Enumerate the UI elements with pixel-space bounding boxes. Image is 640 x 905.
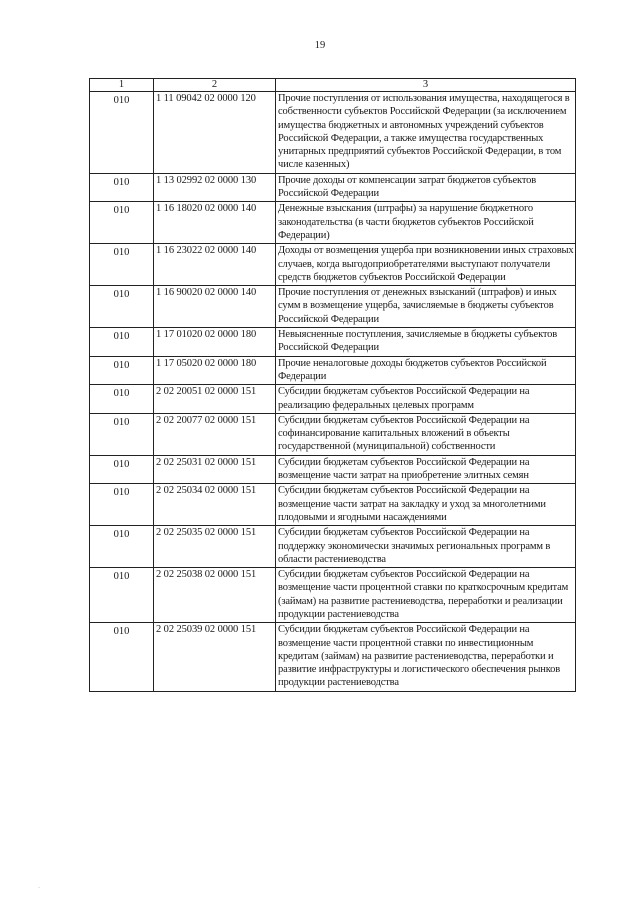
admin-code-cell: 010	[90, 202, 154, 244]
admin-code-cell: 010	[90, 286, 154, 328]
table-body	[90, 92, 576, 692]
admin-code-cell: 010	[90, 92, 154, 174]
admin-code-cell: 010	[90, 173, 154, 202]
revenue-code-cell: 1 16 18020 02 0000 140	[154, 202, 276, 244]
revenue-name-cell: Невыясненные поступления, зачисляемые в бюджеты субъектов Российской Федерации	[276, 328, 576, 357]
budget-revenue-table	[89, 78, 576, 692]
revenue-name-cell: Доходы от возмещения ущерба при возникновении иных страховых случаев, когда выгодоприобретателями выступают получатели средств бюджетов субъектов Российской Федерации	[276, 244, 576, 286]
revenue-code-cell: 1 16 23022 02 0000 140	[154, 244, 276, 286]
table-row	[90, 328, 576, 357]
table-row	[90, 173, 576, 202]
admin-code-cell: 010	[90, 413, 154, 455]
revenue-code-cell: 2 02 20051 02 0000 151	[154, 385, 276, 414]
table-row	[90, 356, 576, 385]
revenue-name-cell: Субсидии бюджетам субъектов Российской Федерации на софинансирование капитальных вложений в объекты государственной (муниципальной) собственности	[276, 413, 576, 455]
admin-code-cell: 010	[90, 484, 154, 526]
revenue-code-cell: 2 02 25031 02 0000 151	[154, 455, 276, 484]
table-row	[90, 455, 576, 484]
revenue-name-cell: Прочие поступления от использования имущества, находящегося в собственности субъектов Российской Федерации (за исключением имущества бюджетных и автономных учреждений субъектов Российской Федерации, а также имущества государственных унитарных предприятий субъектов Российской Федерации, в том числе казенных)	[276, 92, 576, 174]
revenue-name-cell: Прочие неналоговые доходы бюджетов субъектов Российской Федерации	[276, 356, 576, 385]
table-row	[90, 623, 576, 691]
admin-code-cell: 010	[90, 244, 154, 286]
revenue-name-cell: Субсидии бюджетам субъектов Российской Федерации на поддержку экономически значимых региональных программ в области растениеводства	[276, 526, 576, 568]
revenue-code-cell: 1 17 01020 02 0000 180	[154, 328, 276, 357]
revenue-code-cell: 2 02 25038 02 0000 151	[154, 568, 276, 623]
revenue-code-cell: 1 16 90020 02 0000 140	[154, 286, 276, 328]
revenue-code-cell: 2 02 25035 02 0000 151	[154, 526, 276, 568]
revenue-name-cell: Прочие доходы от компенсации затрат бюджетов субъектов Российской Федерации	[276, 173, 576, 202]
admin-code-cell: 010	[90, 526, 154, 568]
revenue-code-cell: 2 02 20077 02 0000 151	[154, 413, 276, 455]
scan-corner-mark: ·	[38, 884, 41, 892]
revenue-name-cell: Субсидии бюджетам субъектов Российской Федерации на возмещение части процентной ставки по краткосрочным кредитам (займам) на развитие растениеводства, переработки и реализации продукции растениеводства	[276, 568, 576, 623]
table-row	[90, 92, 576, 174]
header-col-2: 2	[154, 79, 276, 92]
table-header	[90, 79, 576, 92]
page-number: 19	[314, 40, 326, 51]
admin-code-cell: 010	[90, 455, 154, 484]
header-row	[90, 79, 576, 92]
revenue-name-cell: Субсидии бюджетам субъектов Российской Федерации на реализацию федеральных целевых программ	[276, 385, 576, 414]
revenue-code-cell: 1 11 09042 02 0000 120	[154, 92, 276, 174]
table-row	[90, 202, 576, 244]
admin-code-cell: 010	[90, 356, 154, 385]
admin-code-cell: 010	[90, 568, 154, 623]
admin-code-cell: 010	[90, 385, 154, 414]
table-row	[90, 286, 576, 328]
revenue-name-cell: Денежные взыскания (штрафы) за нарушение бюджетного законодательства (в части бюджетов субъектов Российской Федерации)	[276, 202, 576, 244]
table-row	[90, 568, 576, 623]
table-row	[90, 385, 576, 414]
header-col-3: 3	[276, 79, 576, 92]
revenue-code-cell: 2 02 25039 02 0000 151	[154, 623, 276, 691]
header-col-1: 1	[90, 79, 154, 92]
table-row	[90, 244, 576, 286]
revenue-code-cell: 2 02 25034 02 0000 151	[154, 484, 276, 526]
revenue-code-cell: 1 17 05020 02 0000 180	[154, 356, 276, 385]
revenue-name-cell: Субсидии бюджетам субъектов Российской Федерации на возмещение части процентной ставки по инвестиционным кредитам (займам) на развитие растениеводства, переработки и развитие инфраструктуры и логистического обеспечения рынков продукции растениеводства	[276, 623, 576, 691]
table-row	[90, 526, 576, 568]
revenue-code-cell: 1 13 02992 02 0000 130	[154, 173, 276, 202]
admin-code-cell: 010	[90, 623, 154, 691]
revenue-name-cell: Субсидии бюджетам субъектов Российской Федерации на возмещение части затрат на закладку и уход за многолетними плодовыми и ягодными насаждениями	[276, 484, 576, 526]
table-row	[90, 484, 576, 526]
revenue-name-cell: Субсидии бюджетам субъектов Российской Федерации на возмещение части затрат на приобретение элитных семян	[276, 455, 576, 484]
table-row	[90, 413, 576, 455]
admin-code-cell: 010	[90, 328, 154, 357]
revenue-name-cell: Прочие поступления от денежных взысканий (штрафов) и иных сумм в возмещение ущерба, зачисляемые в бюджеты субъектов Российской Федерации	[276, 286, 576, 328]
